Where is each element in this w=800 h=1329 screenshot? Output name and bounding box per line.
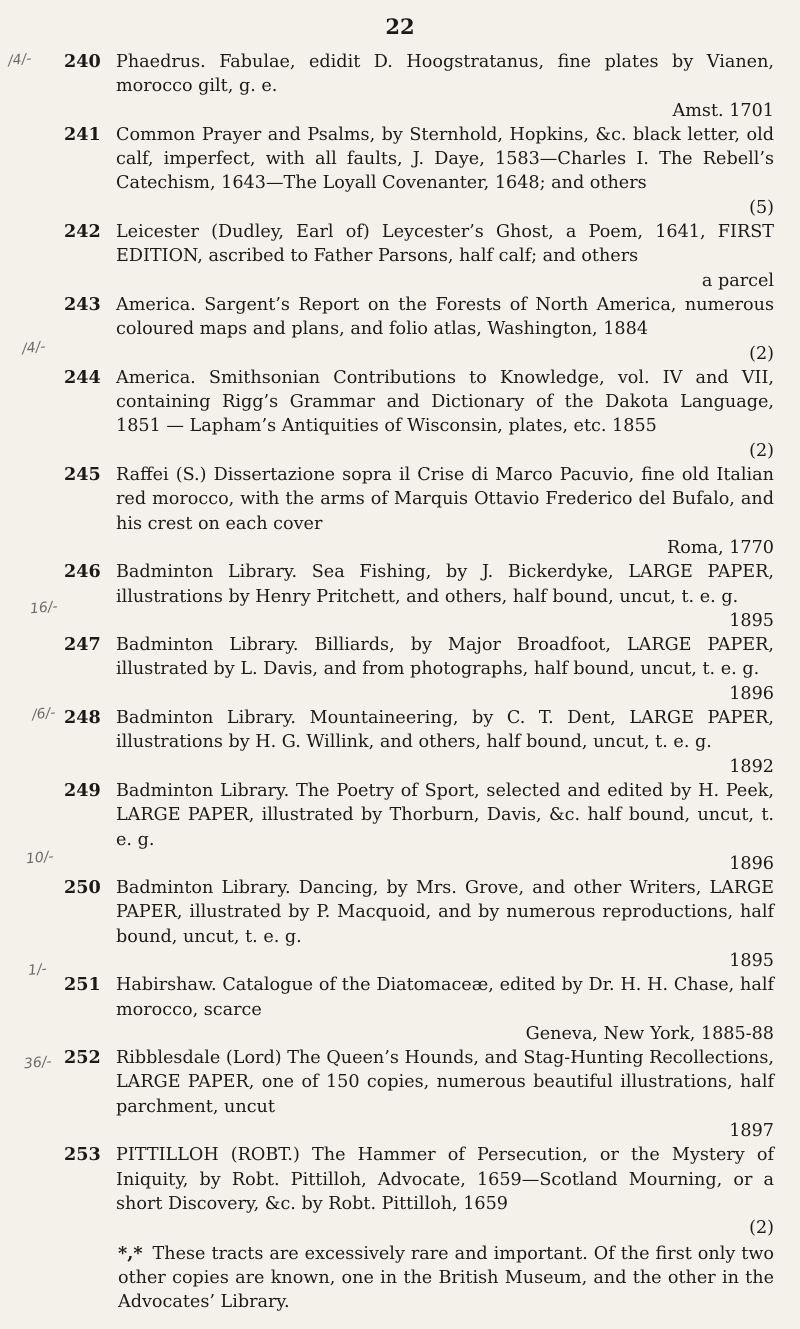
lot-number: 244 [64, 366, 101, 388]
entry-description: Badminton Library. The Poetry of Sport, selected and edited by H. Peek, LARGE PAPER, illustrated by Thorburn, Davis, &c. half bound, uncut, t. e. g. [116, 780, 774, 850]
handwritten-price-note: /4/- [7, 50, 33, 70]
entry-description: America. Smithsonian Contributions to Knowledge, vol. IV and VII, containing Rigg’s Grammar and Dictionary of the Dakota Language, 1851 — Lapham’s Antiquities of Wisconsin, plates, etc. 1855 [116, 367, 774, 437]
catalog-entry [50, 220, 774, 293]
entry-imprint: 1895 [729, 950, 774, 971]
lot-number: 241 [64, 123, 101, 145]
catalog-entry [50, 1143, 774, 1240]
entry-description: Raffei (S.) Dissertazione sopra il Crise di Marco Pacuvio, fine old Italian red morocco, with the arms of Marquis Ottavio Frederico del Bufalo, and his crest on each cover [116, 465, 774, 534]
catalog-entry [50, 366, 774, 463]
entry-imprint: 1896 [729, 853, 774, 874]
lot-number: 246 [64, 561, 101, 583]
handwritten-price-note: 36/- [23, 1053, 53, 1073]
entry-imprint: Amst. 1701 [672, 100, 774, 121]
entry-imprint: Geneva, New York, 1885-88 [525, 1023, 774, 1044]
handwritten-price-note: 10/- [25, 848, 55, 868]
entry-imprint: 1895 [729, 610, 774, 631]
catalog-entry [50, 973, 774, 1046]
lot-number: 240 [64, 51, 101, 72]
footnote-text: These tracts are excessively rare and important. Of the first only two other copies are known, one in the British Museum, and the other in the Advocates’ Library. [118, 1243, 774, 1313]
catalog-entry [50, 293, 774, 366]
lot-number: 245 [64, 464, 101, 486]
lot-number: 243 [64, 293, 101, 315]
entry-imprint: 1897 [729, 1121, 774, 1142]
lot-number: 252 [64, 1047, 101, 1069]
lot-number: 253 [64, 1144, 101, 1166]
entry-imprint: 1896 [729, 683, 774, 704]
entry-description: Badminton Library. Mountaineering, by C. T. Dent, LARGE PAPER, illustrations by H. G. Willink, and others, half bound, uncut, t. e. g. [116, 708, 774, 753]
entry-description: Badminton Library. Sea Fishing, by J. Bickerdyke, LARGE PAPER, illustrations by Henry Pritchett, and others, half bound, uncut, t. e. g. [116, 562, 774, 607]
catalog-entry [50, 1046, 774, 1143]
entry-description: Common Prayer and Psalms, by Sternhold, Hopkins, &c. black letter, old calf, imperfect, with all faults, J. Daye, 1583—Charles I. The Rebell’s Catechism, 1643—The Loyall Covenanter, 1648; and others [116, 124, 774, 194]
entry-imprint: Roma, 1770 [667, 537, 774, 558]
catalog-entry [50, 706, 774, 779]
entry-description: America. Sargent’s Report on the Forests of North America, numerous coloured maps and plans, and folio atlas, Washington, 1884 [116, 294, 774, 340]
page-number: 22 [385, 14, 415, 39]
catalog-entries [50, 50, 774, 1314]
lot-number: 250 [64, 877, 101, 899]
lot-number: 248 [64, 707, 101, 729]
entry-imprint: (5) [749, 197, 774, 218]
entry-imprint: (2) [749, 1218, 774, 1239]
catalog-entry [50, 779, 774, 876]
entry-description: Phaedrus. Fabulae, edidit D. Hoogstratanus, fine plates by Vianen, morocco gilt, g. e. [116, 52, 774, 97]
entry-imprint: (2) [749, 440, 774, 461]
catalog-entry [50, 463, 774, 560]
catalog-entry [50, 560, 774, 633]
entry-description: Habirshaw. Catalogue of the Diatomaceæ, edited by Dr. H. H. Chase, half morocco, scarce [116, 975, 774, 1020]
catalog-entry [50, 633, 774, 706]
handwritten-price-note: /4/- [21, 338, 47, 358]
entry-imprint: 1892 [729, 756, 774, 777]
handwritten-price-note: /6/- [31, 704, 57, 724]
entry-description: Badminton Library. Dancing, by Mrs. Grove, and other Writers, LARGE PAPER, illustrated by P. Macquoid, and by numerous reproductions, half bound, uncut, t. e. g. [116, 878, 774, 947]
catalog-entry [50, 50, 774, 123]
entry-description: Ribblesdale (Lord) The Queen’s Hounds, and Stag-Hunting Recollections, LARGE PAPER, one of 150 copies, numerous beautiful illustrations, half parchment, uncut [116, 1048, 774, 1117]
entry-imprint: (2) [749, 343, 774, 364]
entry-description: Leicester (Dudley, Earl of) Leycester’s Ghost, a Poem, 1641, FIRST EDITION, ascribed to Father Parsons, half calf; and others [116, 222, 774, 267]
entry-description: Badminton Library. Billiards, by Major Broadfoot, LARGE PAPER, illustrated by L. Davis, and from photographs, half bound, uncut, t. e. g. [116, 635, 774, 680]
footnote-mark: *,* [118, 1242, 143, 1264]
entry-imprint: a parcel [701, 270, 774, 291]
lot-number: 247 [64, 634, 101, 656]
lot-number: 242 [64, 221, 101, 243]
lot-number: 251 [64, 974, 101, 996]
entry-description: PITTILLOH (ROBT.) The Hammer of Persecution, or the Mystery of Iniquity, by Robt. Pittilloh, Advocate, 1659—Scotland Mourning, or a short Discovery, &c. by Robt. Pittilloh, 1659 [116, 1145, 774, 1214]
handwritten-price-note: 16/- [29, 598, 59, 618]
footnote [50, 1242, 774, 1315]
lot-number: 249 [64, 779, 101, 801]
handwritten-price-note: 1/- [27, 961, 48, 979]
catalog-entry [50, 123, 774, 220]
catalog-entry [50, 876, 774, 973]
